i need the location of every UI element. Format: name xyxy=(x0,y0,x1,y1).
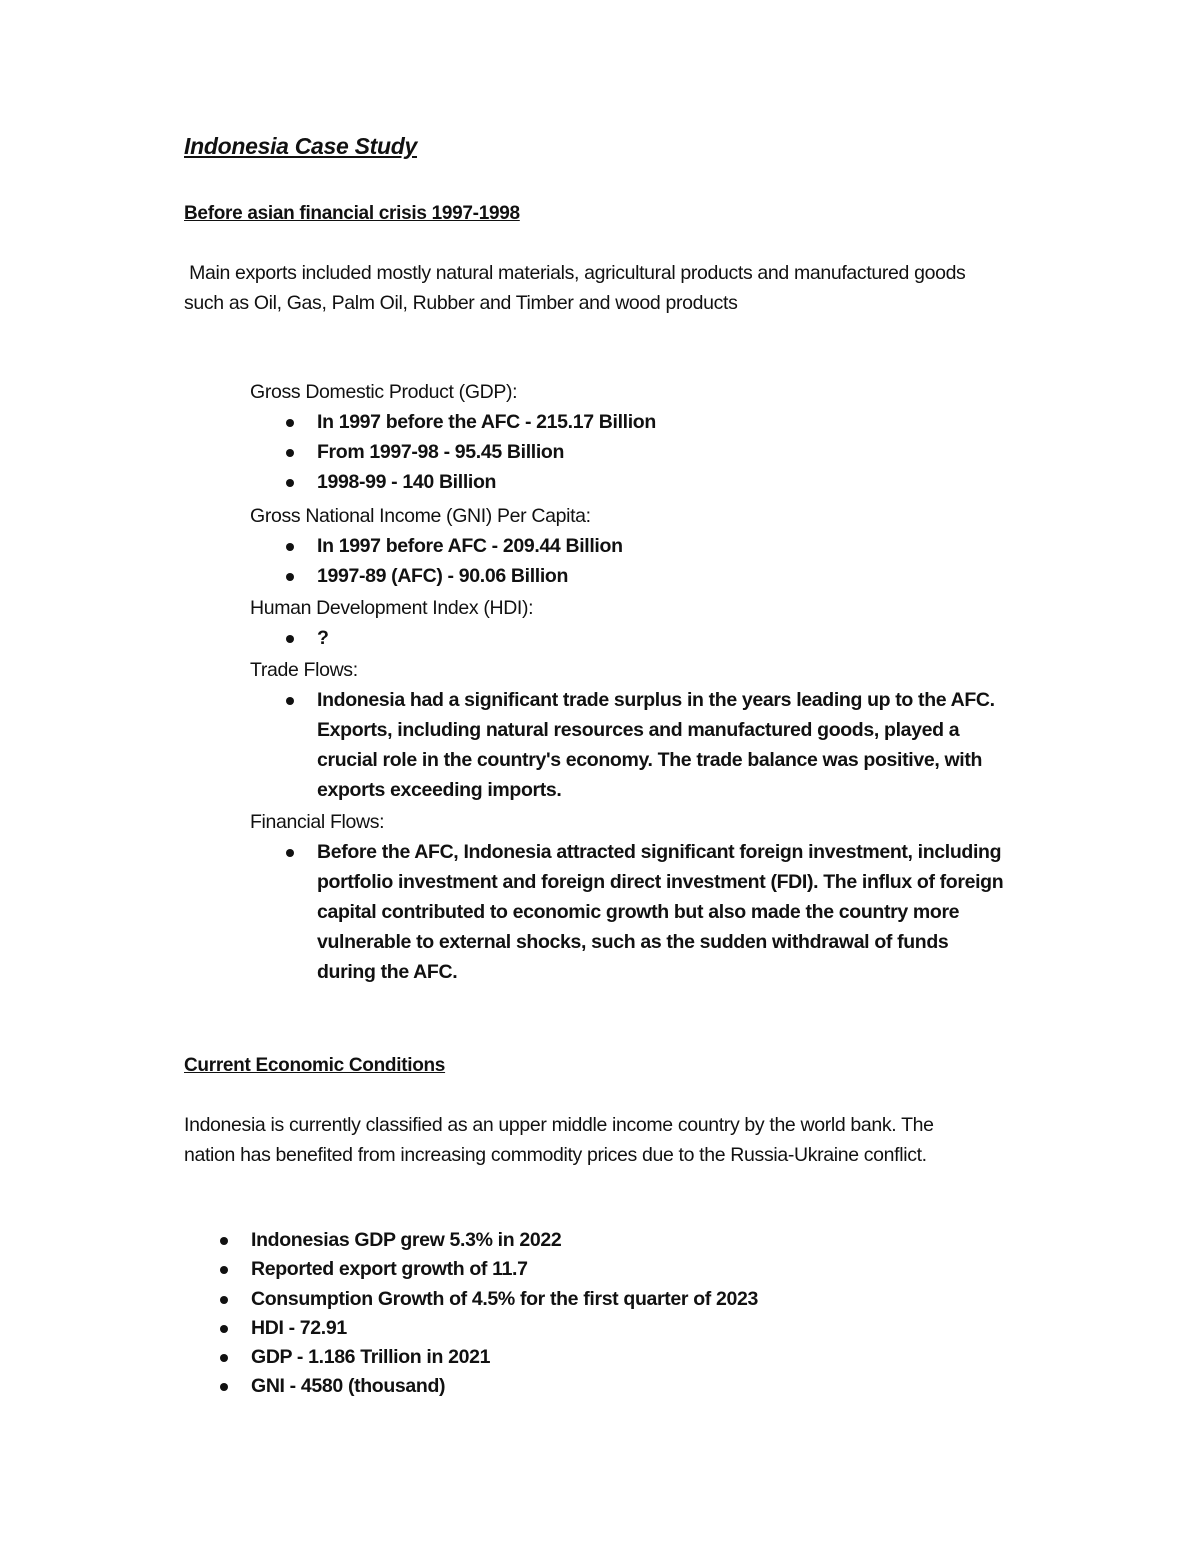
before-crisis-intro xyxy=(184,258,984,318)
metric-list-gni xyxy=(250,531,1010,591)
list-item: 1998-99 - 140 Billion xyxy=(250,467,1010,497)
pre-crisis-metrics xyxy=(250,377,1010,987)
metric-list-gdp xyxy=(250,407,1010,497)
section-heading-current-conditions: Current Economic Conditions xyxy=(184,1055,446,1076)
before-crisis-intro-text: Main exports included mostly natural materials, agricultural products and manufactured goods such as Oil, Gas, Palm Oil, Rubber and Timber and wood products xyxy=(184,262,966,314)
metric-label-gdp: Gross Domestic Product (GDP): xyxy=(250,381,518,403)
metric-label-hdi: Human Development Index (HDI): xyxy=(250,597,534,619)
metric-list-financial-flows xyxy=(250,837,1010,987)
metric-label-gni: Gross National Income (GNI) Per Capita: xyxy=(250,505,591,527)
current-conditions-intro: Indonesia is currently classified as an upper middle income country by the world bank. The nation has benefited from increasing commodity prices due to the Russia-Ukraine conflict. xyxy=(184,1114,934,1166)
list-item: Indonesias GDP grew 5.3% in 2022 xyxy=(184,1226,1004,1255)
list-item: Indonesia had a significant trade surplus in the years leading up to the AFC. Exports, including natural resources and manufactured goods, played a crucial role in the country's economy. The trade balance was positive, with exports exceeding imports. xyxy=(250,685,1010,805)
list-item: In 1997 before AFC - 209.44 Billion xyxy=(250,531,1010,561)
metric-list-hdi xyxy=(250,623,1010,653)
list-item: 1997-89 (AFC) - 90.06 Billion xyxy=(250,561,1010,591)
list-item: GDP - 1.186 Trillion in 2021 xyxy=(184,1343,1004,1372)
list-item: ? xyxy=(250,623,1010,653)
section-heading-before-crisis: Before asian financial crisis 1997-1998 xyxy=(184,203,520,224)
list-item: Before the AFC, Indonesia attracted significant foreign investment, including portfolio investment and foreign direct investment (FDI). The influx of foreign capital contributed to economic growth but also made the country more vulnerable to external shocks, such as the sudden withdrawal of funds during the AFC. xyxy=(250,837,1010,987)
list-item: From 1997-98 - 95.45 Billion xyxy=(250,437,1010,467)
list-item: GNI - 4580 (thousand) xyxy=(184,1372,1004,1401)
document-title: Indonesia Case Study xyxy=(184,133,418,159)
list-item: Consumption Growth of 4.5% for the first quarter of 2023 xyxy=(184,1285,1004,1314)
list-item: In 1997 before the AFC - 215.17 Billion xyxy=(250,407,1010,437)
metric-list-trade-flows xyxy=(250,685,1010,805)
list-item: Reported export growth of 11.7 xyxy=(184,1255,1004,1284)
current-conditions-list xyxy=(184,1226,1004,1402)
metric-label-financial-flows: Financial Flows: xyxy=(250,811,385,833)
metric-label-trade-flows: Trade Flows: xyxy=(250,659,358,681)
list-item: HDI - 72.91 xyxy=(184,1314,1004,1343)
